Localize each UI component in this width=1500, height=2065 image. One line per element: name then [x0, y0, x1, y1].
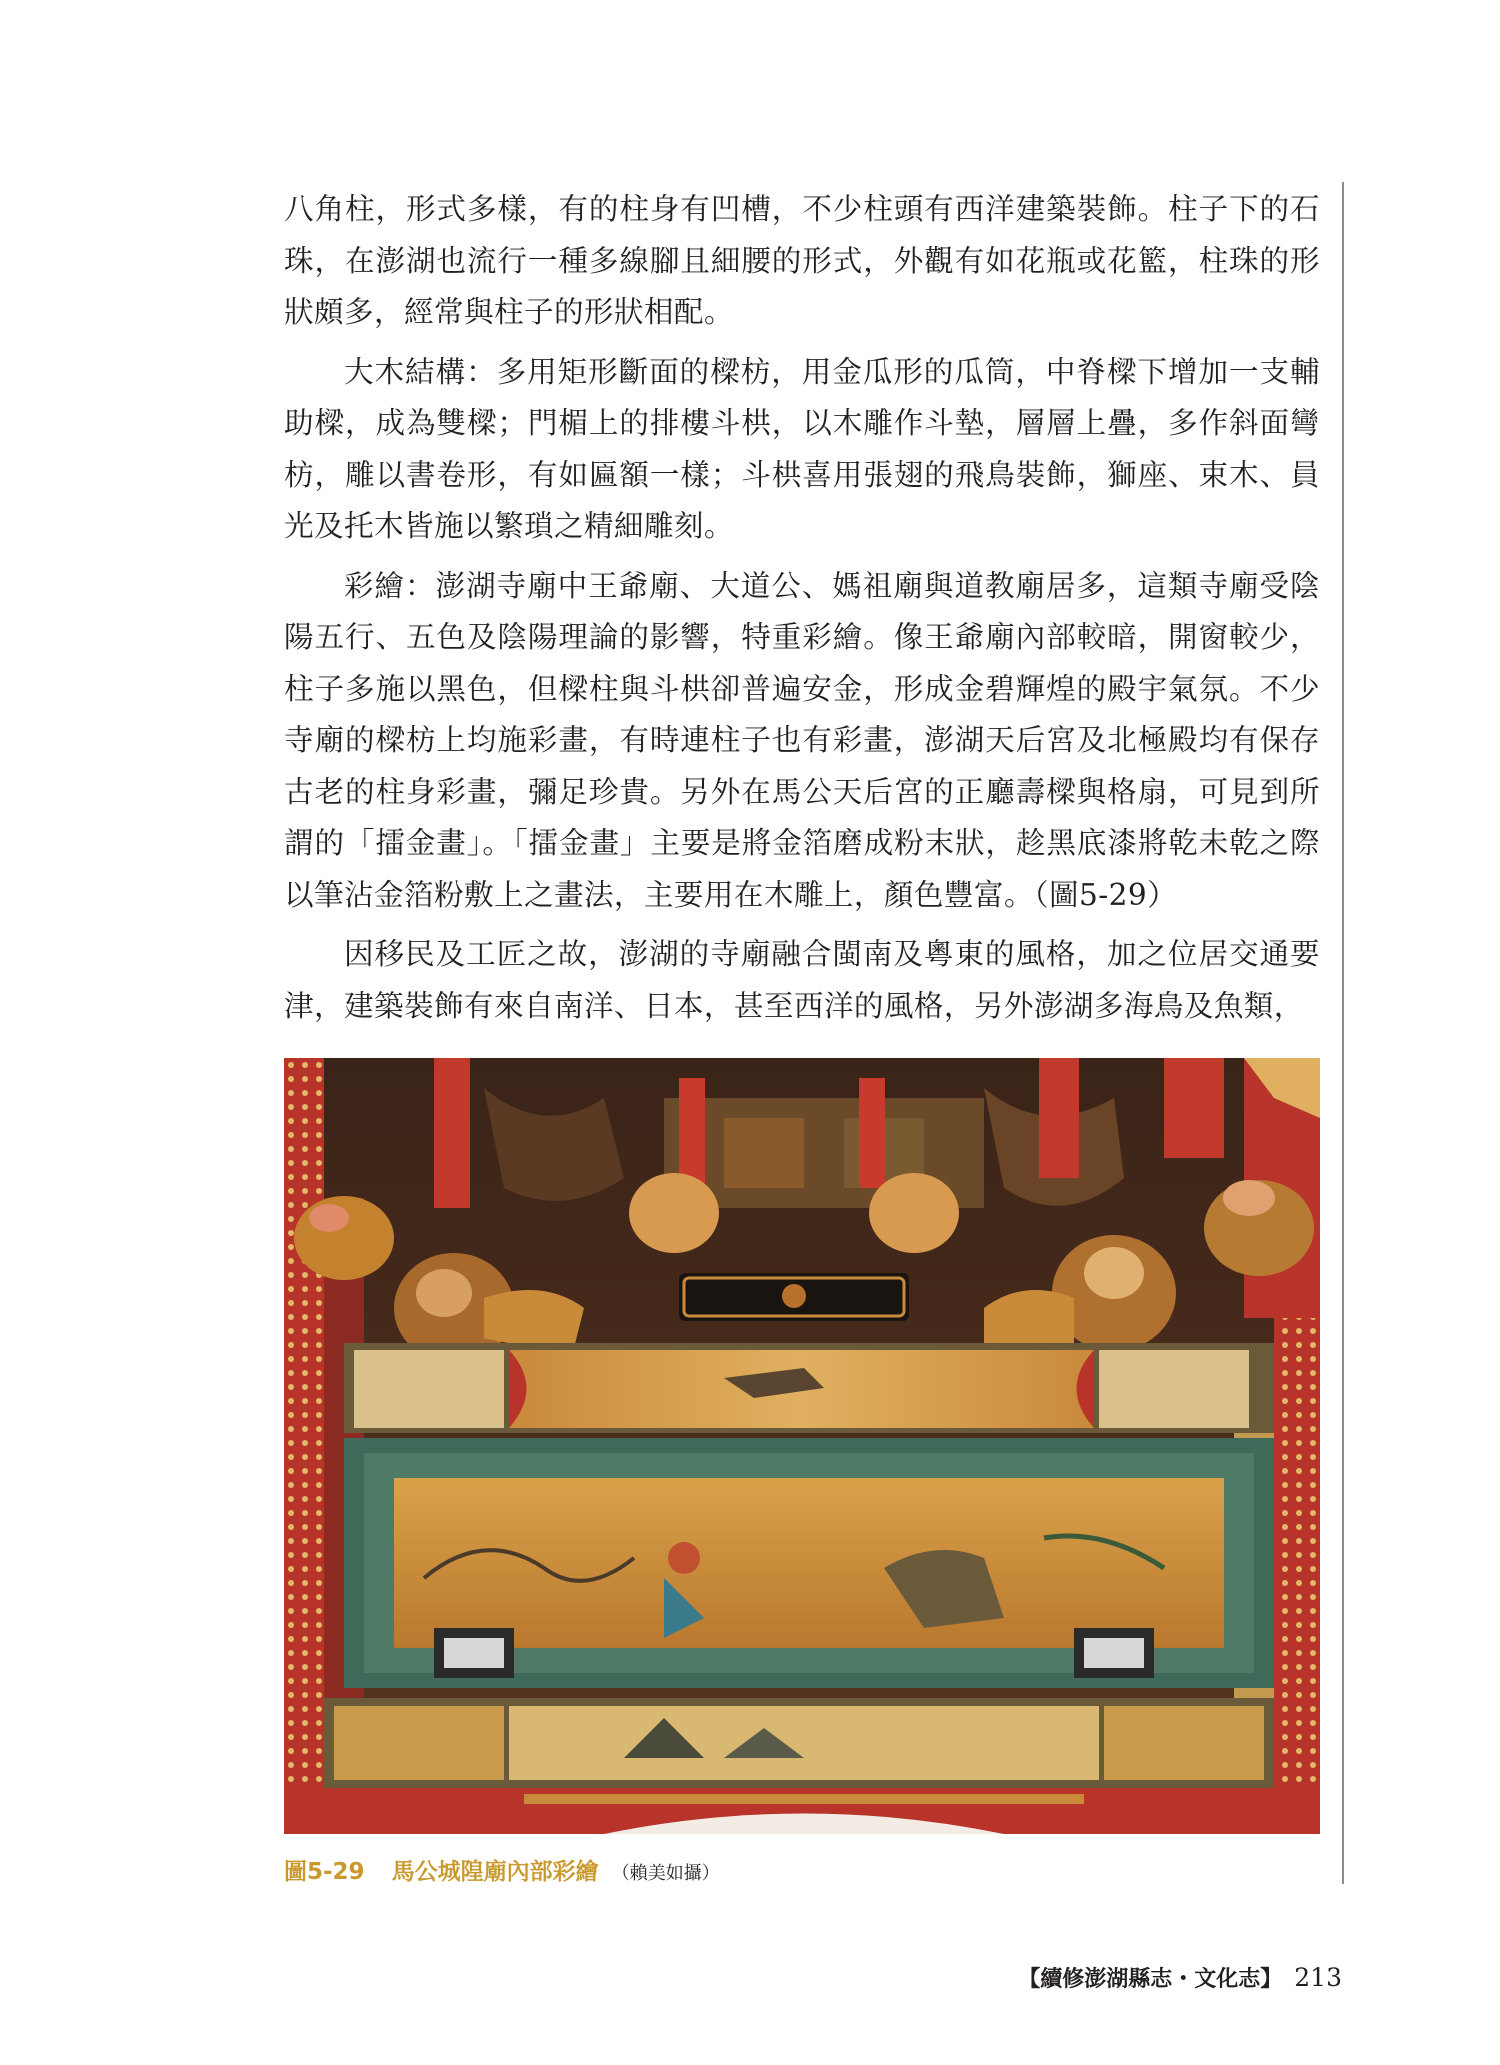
- page-footer: [1018, 1962, 1342, 1993]
- paragraph-4: 因移民及工匠之故，澎湖的寺廟融合閩南及粵東的風格，加之位居交通要津，建築裝飾有來自南洋、日本，甚至西洋的風格，另外澎湖多海鳥及魚類，: [284, 937, 1320, 1023]
- book-title: 【續修澎湖縣志・文化志】: [1018, 1966, 1283, 1992]
- paragraph-3: 彩繪：澎湖寺廟中王爺廟、大道公、媽祖廟與道教廟居多，這類寺廟受陰陽五行、五色及陰陽理論的影響，特重彩繪。像王爺廟內部較暗，開窗較少，柱子多施以黑色，但樑柱與斗栱卻普遍安金，形成金碧輝煌的殿宇氣氛。不少寺廟的樑枋上均施彩畫，有時連柱子也有彩畫，澎湖天后宮及北極殿均有保存古老的柱身彩畫，彌足珍貴。另外在馬公天后宮的正廳壽樑與格扇，可見到所謂的「擂金畫」。「擂金畫」主要是將金箔磨成粉末狀，趁黑底漆將乾未乾之際以筆沾金箔粉敷上之畫法，主要用在木雕上，顏色豐富。（圖5-29）: [284, 568, 1320, 912]
- paragraph-2: 大木結構：多用矩形斷面的樑枋，用金瓜形的瓜筒，中脊樑下增加一支輔助樑，成為雙樑；門楣上的排樓斗栱，以木雕作斗墊，層層上疊，多作斜面彎枋，雕以書卷形，有如匾額一樣；斗栱喜用張翅的飛鳥裝飾，獅座、束木、員光及托木皆施以繁瑣之精細雕刻。: [284, 354, 1320, 543]
- page-number: 213: [1294, 1963, 1342, 1992]
- figure-credit: （賴美如攝）: [611, 1863, 720, 1884]
- margin-rule: [1342, 182, 1344, 1884]
- figure-title: 馬公城隍廟內部彩繪: [391, 1859, 599, 1885]
- figure-number: 圖5-29: [284, 1859, 365, 1885]
- figure-caption: [284, 1853, 720, 1885]
- paragraph-1: 八角柱，形式多樣，有的柱身有凹槽，不少柱頭有西洋建築裝飾。柱子下的石珠，在澎湖也流行一種多線腳且細腰的形式，外觀有如花瓶或花籃，柱珠的形狀頗多，經常與柱子的形狀相配。: [284, 192, 1320, 329]
- temple-painting-photo: [284, 1058, 1320, 1834]
- body-text: [284, 184, 1320, 1040]
